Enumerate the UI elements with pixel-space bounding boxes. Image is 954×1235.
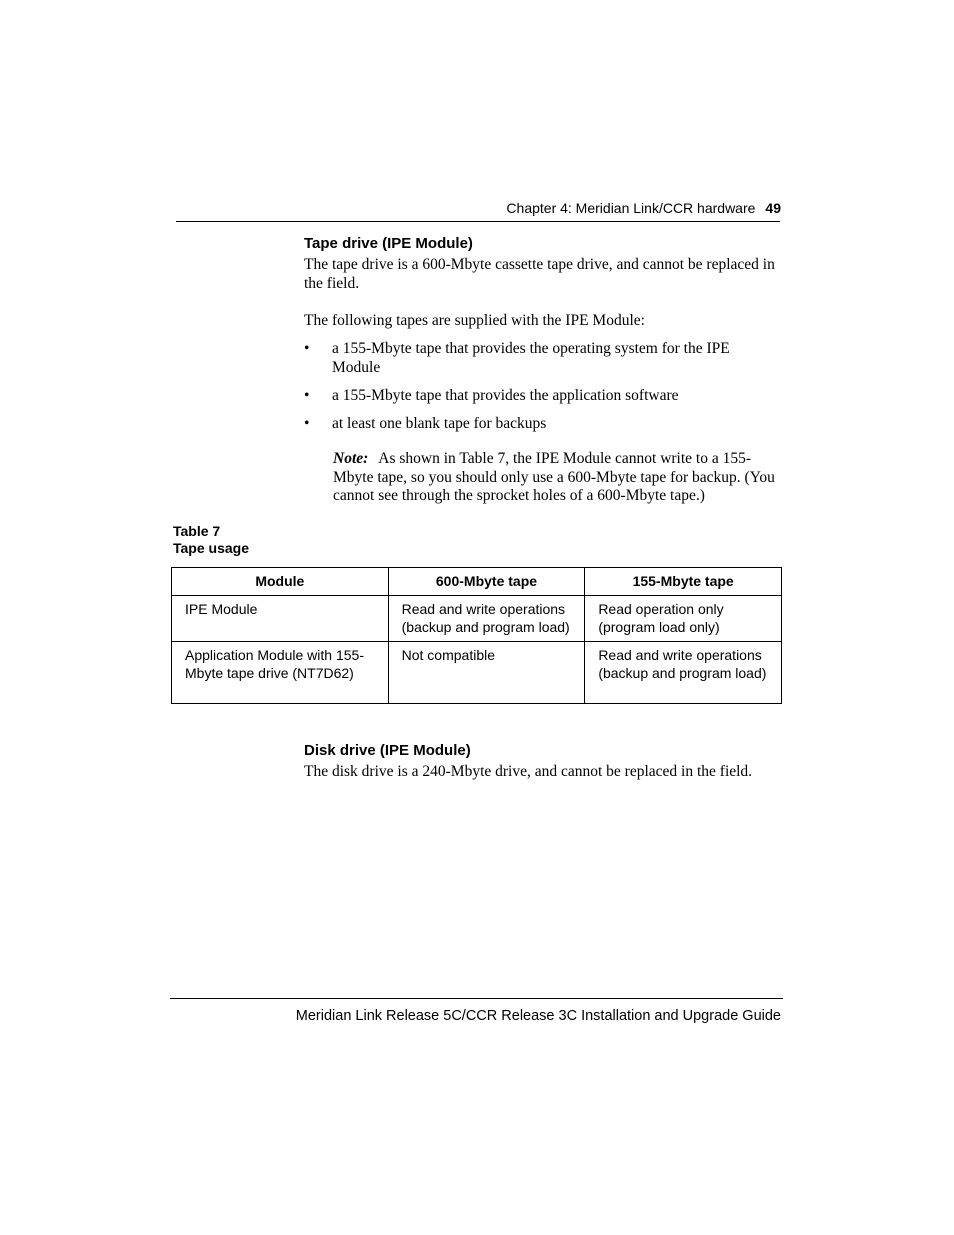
bullet-icon: • [304, 340, 310, 357]
table-cell: IPE Module [172, 596, 389, 642]
list-item-text: a 155-Mbyte tape that provides the application software [332, 387, 679, 404]
list-item [304, 386, 774, 405]
tape-usage-table [171, 567, 782, 704]
list-item [304, 414, 774, 433]
header-rule [176, 221, 780, 222]
table-header-row [172, 568, 782, 596]
table-cell: Read and write operations (backup and program load) [585, 642, 782, 704]
table-caption [173, 523, 249, 557]
tape-drive-heading: Tape drive (IPE Module) [304, 235, 473, 252]
table-cell: Read operation only (program load only) [585, 596, 782, 642]
disk-drive-heading: Disk drive (IPE Module) [304, 742, 471, 759]
footer-title: Meridian Link Release 5C/CCR Release 3C Installation and Upgrade Guide [295, 1008, 781, 1024]
page-number: 49 [765, 200, 781, 216]
table-cell: Read and write operations (backup and program load) [388, 596, 585, 642]
list-item-text: at least one blank tape for backups [332, 415, 547, 432]
tape-drive-paragraph: The tape drive is a 600-Mbyte cassette tape drive, and cannot be replaced in the field. [304, 256, 775, 292]
table-row [172, 642, 782, 704]
table-number: Table 7 [173, 523, 221, 539]
footer-rule [170, 998, 783, 999]
list-item [304, 339, 774, 377]
note-label: Note: [333, 450, 369, 467]
table-cell: Not compatible [388, 642, 585, 704]
bullet-icon: • [304, 415, 310, 432]
column-header-600-mbyte: 600-Mbyte tape [388, 568, 585, 596]
disk-drive-paragraph: The disk drive is a 240-Mbyte drive, and cannot be replaced in the field. [304, 763, 753, 780]
table-title: Tape usage [173, 540, 249, 556]
note [333, 450, 778, 506]
list-item-text: a 155-Mbyte tape that provides the operating system for the IPE Module [332, 340, 730, 376]
note-text: As shown in Table 7, the IPE Module cannot write to a 155-Mbyte tape, so you should only use a 600-Mbyte tape for backup. (You cannot see through the sprocket holes of a 600-Mbyte tape.) [333, 450, 775, 504]
column-header-module: Module [172, 568, 389, 596]
column-header-155-mbyte: 155-Mbyte tape [585, 568, 782, 596]
table-row [172, 596, 782, 642]
bullet-icon: • [304, 387, 310, 404]
chapter-title: Chapter 4: Meridian Link/CCR hardware [506, 200, 756, 216]
running-header [176, 199, 781, 217]
tapes-supplied-paragraph: The following tapes are supplied with the IPE Module: [304, 312, 645, 329]
table-cell: Application Module with 155-Mbyte tape drive (NT7D62) [172, 642, 389, 704]
